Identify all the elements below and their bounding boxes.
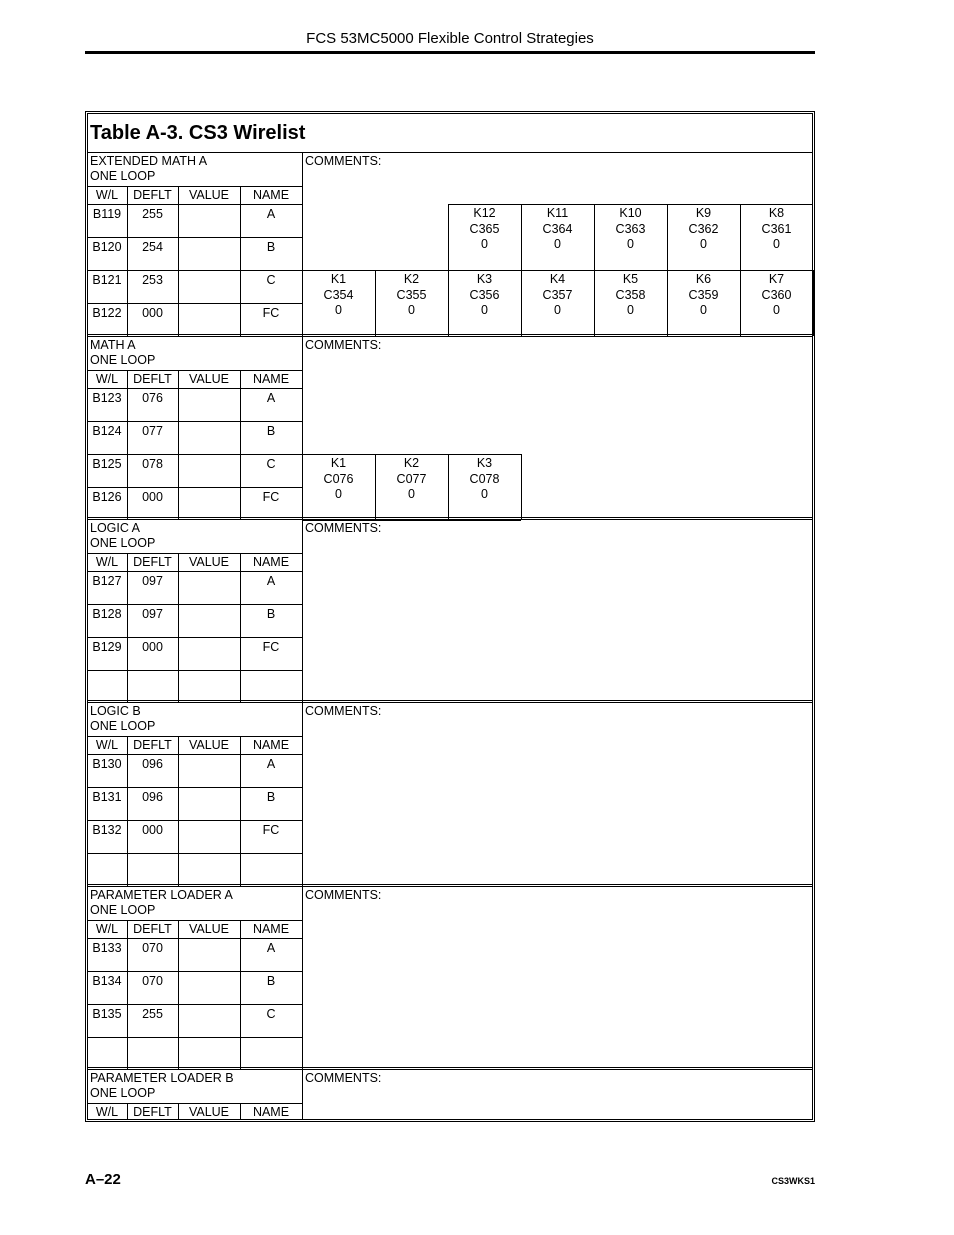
constant-v: 0	[627, 303, 634, 317]
cell-name: FC	[262, 490, 280, 504]
column-line	[240, 1103, 241, 1119]
constant-v: 0	[700, 237, 707, 251]
cell-name: B	[266, 607, 276, 621]
table-row-rule	[87, 421, 302, 422]
table-row-rule	[87, 853, 302, 854]
constant-k: K8	[768, 206, 785, 220]
cell-deflt: 255	[142, 207, 163, 221]
constant-v: 0	[773, 303, 780, 317]
header-value: VALUE	[188, 188, 230, 202]
constant-v: 0	[335, 303, 342, 317]
constant-c: C356	[469, 287, 500, 302]
cell-deflt: 097	[142, 574, 163, 588]
column-header-rule	[87, 370, 302, 371]
constant-box-rule	[448, 204, 813, 205]
cell-deflt: 070	[142, 974, 163, 988]
section-subtitle: ONE LOOP	[90, 536, 156, 550]
column-line	[178, 186, 179, 336]
cell-deflt: 000	[142, 490, 163, 504]
section-subtitle: ONE LOOP	[90, 903, 156, 917]
section-divider	[87, 152, 813, 153]
table-row-rule	[87, 604, 302, 605]
constant-c: C354	[323, 287, 354, 302]
table-row-rule	[87, 820, 302, 821]
cell-name: A	[266, 757, 276, 771]
column-line	[127, 1103, 128, 1119]
column-line	[178, 920, 179, 1070]
constant-c: C364	[542, 221, 573, 236]
header-deflt: DEFLT	[133, 922, 172, 936]
section-subtitle: ONE LOOP	[90, 353, 156, 367]
table-row-rule	[87, 787, 302, 788]
cell-name: A	[266, 391, 276, 405]
constant-v: 0	[408, 487, 415, 501]
comments-label: COMMENTS:	[305, 521, 382, 535]
constant-k: K6	[695, 272, 712, 286]
section-title: MATH A	[90, 338, 136, 352]
table-row-rule	[87, 388, 302, 389]
cell-wl: B129	[92, 640, 122, 654]
constant-c: C365	[469, 221, 500, 236]
cell-deflt: 076	[142, 391, 163, 405]
constant-c: C362	[688, 221, 719, 236]
cell-wl: B128	[92, 607, 122, 621]
section-divider	[87, 884, 813, 885]
constant-k: K1	[330, 272, 347, 286]
constant-k: K5	[622, 272, 639, 286]
cell-wl: B123	[92, 391, 122, 405]
constant-c: C358	[615, 287, 646, 302]
cell-name: B	[266, 790, 276, 804]
constant-k: K2	[403, 272, 420, 286]
cell-deflt: 097	[142, 607, 163, 621]
table-row-rule	[87, 487, 302, 488]
section-title: LOGIC A	[90, 521, 141, 535]
section-divider	[87, 519, 813, 520]
section-divider	[87, 702, 813, 703]
constant-box-rule	[302, 270, 813, 271]
table-row-rule	[87, 204, 302, 205]
cell-name: A	[266, 941, 276, 955]
document-code: CS3WKS1	[771, 1176, 815, 1186]
constant-v: 0	[481, 487, 488, 501]
panel-divider	[302, 702, 303, 886]
header-deflt: DEFLT	[133, 1105, 172, 1119]
constant-k: K3	[476, 456, 493, 470]
section-divider	[87, 336, 813, 337]
comments-label: COMMENTS:	[305, 1071, 382, 1085]
header-wl: W/L	[95, 738, 119, 752]
constant-box-line	[813, 270, 814, 336]
section-subtitle: ONE LOOP	[90, 169, 156, 183]
page-number: A–22	[85, 1171, 121, 1188]
comments-label: COMMENTS:	[305, 888, 382, 902]
comments-label: COMMENTS:	[305, 154, 382, 168]
section-divider	[87, 886, 813, 887]
constant-box	[667, 206, 740, 253]
cell-name: FC	[262, 823, 280, 837]
table-row-rule	[87, 270, 302, 271]
header-rule	[85, 51, 815, 54]
constant-k: K1	[330, 456, 347, 470]
constant-box	[521, 206, 594, 253]
header-deflt: DEFLT	[133, 188, 172, 202]
header-value: VALUE	[188, 372, 230, 386]
cell-name: B	[266, 974, 276, 988]
cell-deflt: 077	[142, 424, 163, 438]
cell-wl: B126	[92, 490, 122, 504]
header-wl: W/L	[95, 372, 119, 386]
constant-box-line	[521, 454, 522, 520]
cell-wl: B125	[92, 457, 122, 471]
constant-v: 0	[481, 303, 488, 317]
cell-name: C	[266, 1007, 276, 1021]
cell-wl: B122	[92, 306, 122, 320]
constant-v: 0	[335, 487, 342, 501]
section-divider	[87, 1067, 813, 1068]
section-title: EXTENDED MATH A	[90, 154, 208, 168]
constant-v: 0	[554, 303, 561, 317]
constant-k: K7	[768, 272, 785, 286]
cell-wl: B134	[92, 974, 122, 988]
table-row-rule	[87, 1037, 302, 1038]
constant-box	[594, 206, 667, 253]
comments-label: COMMENTS:	[305, 338, 382, 352]
cell-name: B	[266, 424, 276, 438]
header-value: VALUE	[188, 555, 230, 569]
section-subtitle: ONE LOOP	[90, 719, 156, 733]
constant-c: C355	[396, 287, 427, 302]
constant-k: K10	[619, 206, 642, 220]
constant-c: C361	[761, 221, 792, 236]
header-name: NAME	[252, 188, 290, 202]
cell-deflt: 096	[142, 757, 163, 771]
cell-wl: B119	[92, 207, 122, 221]
constant-c: C359	[688, 287, 719, 302]
table-row-rule	[87, 571, 302, 572]
cell-deflt: 254	[142, 240, 163, 254]
constant-box	[594, 272, 667, 319]
column-header-rule	[87, 186, 302, 187]
table-title: Table A-3. CS3 Wirelist	[90, 122, 306, 144]
constant-v: 0	[773, 237, 780, 251]
section-title: PARAMETER LOADER B	[90, 1071, 234, 1085]
constant-box	[740, 206, 813, 253]
column-line	[178, 370, 179, 520]
cell-deflt: 000	[142, 306, 163, 320]
column-header-rule	[87, 920, 302, 921]
constant-k: K3	[476, 272, 493, 286]
cell-deflt: 000	[142, 823, 163, 837]
constant-box	[521, 272, 594, 319]
cell-name: C	[266, 273, 276, 287]
table-row-rule	[87, 637, 302, 638]
header-deflt: DEFLT	[133, 555, 172, 569]
panel-divider	[302, 886, 303, 1069]
constant-c: C077	[396, 471, 427, 486]
section-subtitle: ONE LOOP	[90, 1086, 156, 1100]
section-divider	[87, 334, 813, 335]
constant-v: 0	[481, 237, 488, 251]
header-name: NAME	[252, 738, 290, 752]
cell-wl: B132	[92, 823, 122, 837]
table-row-rule	[87, 454, 302, 455]
constant-c: C360	[761, 287, 792, 302]
table-row-rule	[87, 754, 302, 755]
cell-deflt: 255	[142, 1007, 163, 1021]
cell-deflt: 096	[142, 790, 163, 804]
table-row-rule	[87, 1004, 302, 1005]
constant-box	[302, 456, 375, 503]
cell-wl: B121	[92, 273, 122, 287]
table-row-rule	[87, 971, 302, 972]
constant-box	[375, 272, 448, 319]
cell-wl: B133	[92, 941, 122, 955]
constant-box	[448, 456, 521, 503]
header-value: VALUE	[188, 922, 230, 936]
cell-deflt: 078	[142, 457, 163, 471]
cell-deflt: 000	[142, 640, 163, 654]
table-row-rule	[87, 237, 302, 238]
panel-divider	[302, 519, 303, 702]
cell-name: C	[266, 457, 276, 471]
comments-label: COMMENTS:	[305, 704, 382, 718]
constant-k: K2	[403, 456, 420, 470]
table-row-rule	[87, 670, 302, 671]
header-name: NAME	[252, 922, 290, 936]
cell-deflt: 070	[142, 941, 163, 955]
constant-v: 0	[554, 237, 561, 251]
header-wl: W/L	[95, 1105, 119, 1119]
table-frame-inner	[87, 113, 813, 1120]
table-row-rule	[87, 938, 302, 939]
header-value: VALUE	[188, 1105, 230, 1119]
constant-c: C076	[323, 471, 354, 486]
constant-k: K4	[549, 272, 566, 286]
constant-box-rule	[302, 454, 521, 455]
constant-box	[448, 206, 521, 253]
header-value: VALUE	[188, 738, 230, 752]
cell-wl: B120	[92, 240, 122, 254]
cell-deflt: 253	[142, 273, 163, 287]
constant-box	[740, 272, 813, 319]
header-wl: W/L	[95, 555, 119, 569]
header-deflt: DEFLT	[133, 372, 172, 386]
page-header: FCS 53MC5000 Flexible Control Strategies	[306, 30, 594, 47]
cell-name: A	[266, 207, 276, 221]
header-name: NAME	[252, 372, 290, 386]
header-wl: W/L	[95, 922, 119, 936]
column-line	[178, 553, 179, 703]
cell-name: FC	[262, 306, 280, 320]
column-header-rule	[87, 1103, 302, 1104]
section-title: PARAMETER LOADER A	[90, 888, 233, 902]
table-row-rule	[87, 303, 302, 304]
constant-v: 0	[408, 303, 415, 317]
header-name: NAME	[252, 555, 290, 569]
constant-k: K11	[546, 206, 569, 220]
cell-name: A	[266, 574, 276, 588]
section-divider	[87, 700, 813, 701]
constant-c: C357	[542, 287, 573, 302]
constant-box	[448, 272, 521, 319]
column-line	[178, 1103, 179, 1119]
constant-c: C078	[469, 471, 500, 486]
cell-wl: B127	[92, 574, 122, 588]
header-wl: W/L	[95, 188, 119, 202]
cell-name: B	[266, 240, 276, 254]
column-line	[178, 736, 179, 886]
cell-wl: B130	[92, 757, 122, 771]
header-deflt: DEFLT	[133, 738, 172, 752]
column-header-rule	[87, 736, 302, 737]
constant-c: C363	[615, 221, 646, 236]
header-name: NAME	[252, 1105, 290, 1119]
constant-k: K12	[473, 206, 496, 220]
cell-wl: B131	[92, 790, 122, 804]
section-title: LOGIC B	[90, 704, 141, 718]
constant-box	[375, 456, 448, 503]
cell-wl: B124	[92, 424, 122, 438]
constant-box	[667, 272, 740, 319]
section-divider	[87, 1069, 813, 1070]
constant-v: 0	[700, 303, 707, 317]
constant-v: 0	[627, 237, 634, 251]
panel-divider	[302, 1069, 303, 1119]
cell-wl: B135	[92, 1007, 122, 1021]
cell-name: FC	[262, 640, 280, 654]
column-header-rule	[87, 553, 302, 554]
constant-k: K9	[695, 206, 712, 220]
constant-box	[302, 272, 375, 319]
section-divider	[87, 517, 813, 518]
